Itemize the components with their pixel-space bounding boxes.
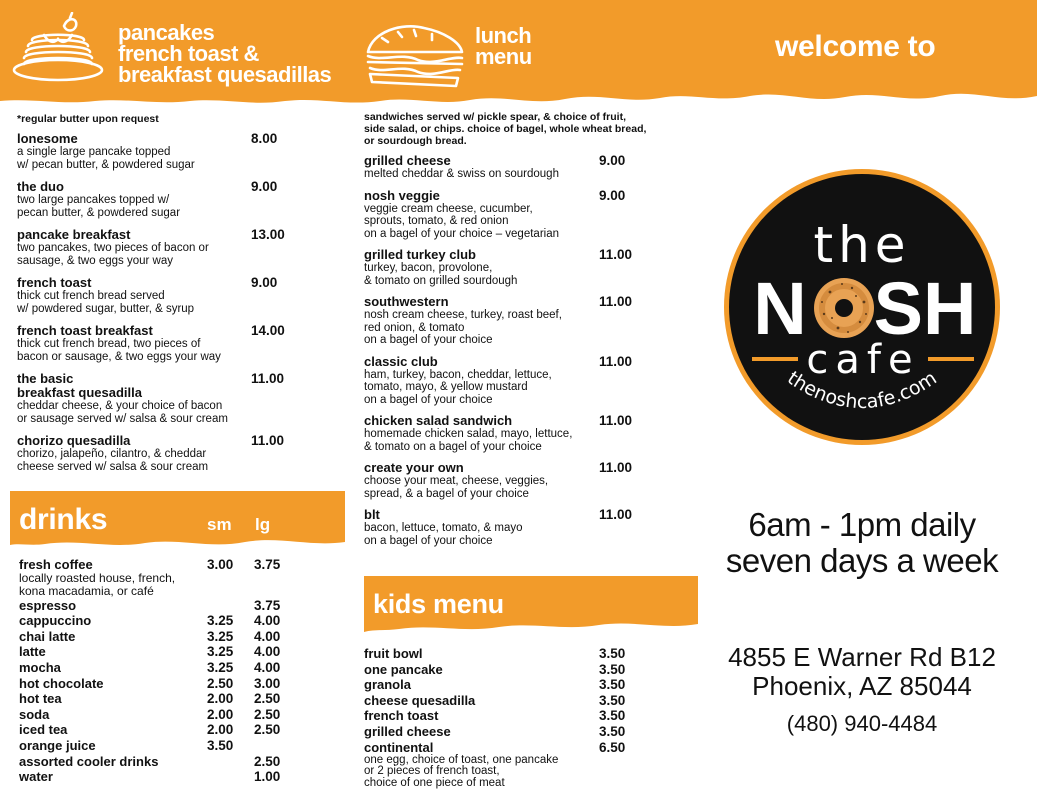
kids-item-price: 3.50 bbox=[599, 646, 626, 661]
drink-price-lg: 3.75 bbox=[254, 597, 281, 613]
drink-price-lg: 2.50 bbox=[254, 691, 281, 707]
item-description: bacon or sausage, & two eggs your way bbox=[17, 350, 221, 363]
lunch-note-line: side salad, or chips. choice of bagel, whole wheat bread, bbox=[364, 123, 647, 135]
hours-line1: 6am - 1pm daily bbox=[748, 506, 976, 543]
kids-item-name: cheese quesadilla bbox=[364, 692, 476, 708]
item-price: 13.00 bbox=[251, 227, 285, 242]
item-name: create your own bbox=[364, 460, 464, 475]
drink-price-lg: 3.75 bbox=[254, 557, 281, 572]
drink-price-lg: 1.00 bbox=[254, 769, 281, 785]
drink-price-sm: 3.25 bbox=[207, 644, 234, 660]
drink-price-sm: 3.25 bbox=[207, 613, 234, 629]
item-description: melted cheddar & swiss on sourdough bbox=[364, 168, 559, 180]
item-description: two large pancakes topped w/ bbox=[17, 194, 170, 206]
menu-item bbox=[17, 180, 317, 219]
item-description: thick cut french bread served bbox=[17, 290, 165, 302]
kids-item-name: fruit bowl bbox=[364, 646, 423, 661]
breakfast-items bbox=[17, 132, 317, 473]
drink-row bbox=[19, 738, 319, 754]
logo-url-text: thenoshcafe.com bbox=[783, 366, 941, 414]
item-name: the basic bbox=[17, 371, 74, 386]
menu-item bbox=[364, 154, 694, 181]
kids-item-name: grilled cheese bbox=[364, 723, 451, 739]
item-name: nosh veggie bbox=[364, 187, 440, 203]
menu-item bbox=[364, 189, 694, 241]
item-description: turkey, bacon, provolone, bbox=[364, 262, 493, 274]
breakfast-menu bbox=[17, 113, 317, 482]
item-description: cheddar cheese, & your choice of bacon bbox=[17, 400, 223, 412]
item-description: cheese served w/ salsa & sour cream bbox=[17, 460, 209, 473]
drink-price-sm: 3.50 bbox=[207, 737, 234, 753]
menu-item bbox=[17, 132, 317, 171]
drink-price-sm: 3.25 bbox=[207, 628, 234, 644]
item-description: & tomato on a bagel of your choice bbox=[364, 440, 542, 453]
drink-name: latte bbox=[19, 644, 46, 660]
item-price: 14.00 bbox=[251, 323, 285, 338]
item-price: 9.00 bbox=[251, 179, 278, 194]
menu-item bbox=[17, 372, 317, 425]
item-name: grilled cheese bbox=[364, 153, 451, 168]
item-description: two pancakes, two pieces of bacon or bbox=[17, 242, 209, 254]
drink-row bbox=[19, 754, 319, 770]
drink-price-lg: 4.00 bbox=[254, 628, 281, 644]
item-price: 8.00 bbox=[251, 131, 278, 146]
drink-price-sm: 2.50 bbox=[207, 675, 234, 691]
item-name: lonesome bbox=[17, 131, 78, 146]
kids-item-price: 3.50 bbox=[599, 723, 626, 739]
kids-item-description: or 2 pieces of french toast, bbox=[364, 765, 500, 778]
drink-price-lg: 2.50 bbox=[254, 706, 281, 722]
drink-name: orange juice bbox=[19, 737, 96, 753]
item-description: sausage, & two eggs your way bbox=[17, 254, 173, 267]
drinks-list bbox=[19, 557, 319, 785]
drink-row bbox=[19, 722, 319, 738]
item-price: 11.00 bbox=[599, 460, 633, 475]
kids-item-price: 3.50 bbox=[599, 677, 626, 693]
drink-price-sm: 3.25 bbox=[207, 659, 234, 675]
drink-price-lg: 3.00 bbox=[254, 675, 281, 691]
breakfast-heading-line1: pancakes bbox=[118, 20, 215, 45]
item-description: red onion, & tomato bbox=[364, 321, 465, 334]
drink-row bbox=[19, 613, 319, 629]
menu-item bbox=[17, 276, 317, 315]
pancake-stack-icon bbox=[10, 12, 105, 84]
drink-name: iced tea bbox=[19, 722, 68, 738]
kids-item-description: choice of one piece of meat bbox=[364, 776, 505, 789]
drink-price-sm: 2.00 bbox=[207, 722, 234, 738]
menu-item bbox=[17, 434, 317, 473]
drink-row bbox=[19, 557, 319, 598]
drink-row bbox=[19, 644, 319, 660]
lunch-menu bbox=[364, 111, 694, 555]
drink-row bbox=[19, 769, 319, 785]
drink-name: cappuccino bbox=[19, 613, 92, 629]
drink-price-sm: 2.00 bbox=[207, 691, 234, 707]
kids-item-price: 3.50 bbox=[599, 708, 626, 724]
lunch-heading bbox=[475, 25, 532, 67]
menu-item bbox=[17, 228, 317, 267]
item-name: chicken salad sandwich bbox=[364, 413, 513, 428]
kids-item-price: 3.50 bbox=[599, 692, 626, 708]
item-price: 9.00 bbox=[599, 187, 626, 203]
breakfast-heading bbox=[118, 22, 331, 85]
drink-name: water bbox=[19, 769, 53, 785]
lunch-heading-line2: menu bbox=[475, 44, 532, 69]
drink-row bbox=[19, 660, 319, 676]
menu-item bbox=[364, 461, 694, 500]
drinks-col-lg: lg bbox=[255, 515, 271, 534]
drink-description: kona macadamia, or café bbox=[19, 583, 154, 598]
drink-description: locally roasted house, french, bbox=[19, 571, 176, 585]
kids-item-price: 3.50 bbox=[599, 661, 626, 677]
drink-row bbox=[19, 691, 319, 707]
item-price: 11.00 bbox=[251, 433, 285, 448]
item-price: 11.00 bbox=[599, 413, 633, 428]
item-description: sprouts, tomato, & red onion bbox=[364, 215, 509, 227]
welcome-heading: welcome to bbox=[775, 30, 936, 63]
item-description: pecan butter, & powdered sugar bbox=[17, 206, 181, 219]
item-description: or sausage served w/ salsa & sour cream bbox=[17, 412, 228, 425]
lunch-note-line: sandwiches served w/ pickle spear, & choice of fruit, bbox=[364, 111, 627, 123]
kids-title: kids menu bbox=[373, 589, 504, 619]
kids-item-description: one egg, choice of toast, one pancake bbox=[364, 753, 559, 766]
drink-name: assorted cooler drinks bbox=[19, 753, 159, 769]
item-description: w/ pecan butter, & powdered sugar bbox=[17, 158, 195, 171]
menu-item bbox=[364, 295, 694, 347]
item-name: pancake breakfast bbox=[17, 227, 131, 242]
drink-name: chai latte bbox=[19, 628, 76, 644]
item-price: 11.00 bbox=[599, 353, 633, 369]
kids-item-name: continental bbox=[364, 739, 434, 755]
item-price: 9.00 bbox=[599, 153, 626, 168]
item-name: french toast bbox=[17, 275, 92, 290]
drink-row bbox=[19, 598, 319, 614]
item-price: 11.00 bbox=[599, 507, 633, 522]
drink-row bbox=[19, 707, 319, 723]
item-description: tomato, mayo, & yellow mustard bbox=[364, 381, 528, 393]
item-name: southwestern bbox=[364, 294, 449, 309]
kids-list bbox=[364, 646, 694, 789]
item-description: veggie cream cheese, cucumber, bbox=[364, 202, 533, 215]
nosh-cafe-logo bbox=[720, 166, 1004, 450]
item-description: on a bagel of your choice bbox=[364, 534, 493, 547]
logo-the: the bbox=[813, 216, 911, 274]
drink-name: fresh coffee bbox=[19, 557, 93, 572]
drink-price-lg: 4.00 bbox=[254, 644, 281, 660]
logo-cafe: cafe bbox=[806, 337, 920, 383]
item-description: on a bagel of your choice – vegetarian bbox=[364, 227, 559, 240]
breakfast-heading-line3: breakfast quesadillas bbox=[118, 62, 332, 87]
address-line1: 4855 E Warner Rd B12 bbox=[728, 642, 996, 672]
item-description: spread, & a bagel of your choice bbox=[364, 487, 529, 500]
lunch-note bbox=[364, 111, 694, 147]
kids-item-price: 6.50 bbox=[599, 739, 626, 755]
menu-item bbox=[364, 414, 694, 453]
drink-price-lg: 2.50 bbox=[254, 753, 281, 769]
kids-item bbox=[364, 724, 694, 740]
item-description: a single large pancake topped bbox=[17, 146, 171, 158]
drinks-title: drinks bbox=[19, 503, 108, 536]
drink-price-sm: 3.00 bbox=[207, 557, 234, 572]
drink-row bbox=[19, 676, 319, 692]
sandwich-icon bbox=[362, 18, 467, 90]
menu-item bbox=[364, 355, 694, 407]
drink-name: espresso bbox=[19, 597, 77, 613]
item-description: chorizo, jalapeño, cilantro, & cheddar bbox=[17, 448, 207, 460]
kids-item-name: french toast bbox=[364, 708, 439, 724]
kids-item-name: granola bbox=[364, 677, 411, 693]
kids-item-name: one pancake bbox=[364, 661, 443, 677]
item-description: choose your meat, cheese, veggies, bbox=[364, 475, 549, 487]
kids-item bbox=[364, 708, 694, 724]
item-name: classic club bbox=[364, 353, 438, 369]
drink-row bbox=[19, 629, 319, 645]
item-description: on a bagel of your choice bbox=[364, 334, 493, 346]
kids-item bbox=[364, 740, 694, 790]
drink-name: soda bbox=[19, 706, 50, 722]
item-description: bacon, lettuce, tomato, & mayo bbox=[364, 522, 523, 534]
lunch-heading-line1: lunch bbox=[475, 23, 532, 48]
address-line2: Phoenix, AZ 85044 bbox=[752, 671, 972, 701]
drinks-banner bbox=[10, 491, 345, 555]
item-description: on a bagel of your choice bbox=[364, 393, 493, 406]
lunch-note-line: or sourdough bread. bbox=[364, 135, 467, 147]
menu-item bbox=[364, 248, 694, 287]
kids-item bbox=[364, 677, 694, 693]
kids-item bbox=[364, 693, 694, 709]
item-name-line2: breakfast quesadilla bbox=[17, 385, 142, 400]
logo-nosh-n: N bbox=[753, 267, 807, 350]
item-price: 11.00 bbox=[599, 294, 633, 309]
item-name: the duo bbox=[17, 179, 64, 194]
item-description: homemade chicken salad, mayo, lettuce, bbox=[364, 428, 573, 440]
item-name: blt bbox=[364, 507, 380, 522]
drink-price-lg: 2.50 bbox=[254, 722, 281, 738]
item-name: grilled turkey club bbox=[364, 247, 476, 262]
kids-item bbox=[364, 662, 694, 678]
item-description: nosh cream cheese, turkey, roast beef, bbox=[364, 309, 562, 321]
item-name: chorizo quesadilla bbox=[17, 433, 131, 448]
breakfast-heading-line2: french toast & bbox=[118, 41, 259, 66]
bagel-icon bbox=[814, 278, 874, 338]
drink-name: mocha bbox=[19, 659, 61, 675]
lunch-items bbox=[364, 154, 694, 547]
drink-price-sm: 2.00 bbox=[207, 706, 234, 722]
item-description: w/ powdered sugar, butter, & syrup bbox=[17, 302, 195, 315]
drink-price-lg: 4.00 bbox=[254, 659, 281, 675]
item-description: thick cut french bread, two pieces of bbox=[17, 338, 201, 350]
kids-item bbox=[364, 646, 694, 662]
phone-number: (480) 940-4484 bbox=[786, 711, 938, 736]
hours-line2: seven days a week bbox=[725, 542, 999, 579]
menu-item bbox=[364, 508, 694, 547]
item-price: 9.00 bbox=[251, 275, 278, 290]
drink-name: hot chocolate bbox=[19, 675, 104, 691]
menu-item bbox=[17, 324, 317, 363]
logo-nosh-sh: SH bbox=[873, 267, 977, 350]
item-price: 11.00 bbox=[251, 371, 285, 386]
kids-banner bbox=[364, 576, 698, 640]
drink-price-lg: 4.00 bbox=[254, 613, 281, 629]
drink-name: hot tea bbox=[19, 691, 62, 707]
drinks-col-sm: sm bbox=[207, 515, 232, 534]
item-price: 11.00 bbox=[599, 247, 633, 262]
item-description: ham, turkey, bacon, cheddar, lettuce, bbox=[364, 368, 552, 381]
butter-note: *regular butter upon request bbox=[17, 113, 159, 125]
item-description: & tomato on grilled sourdough bbox=[364, 274, 518, 287]
item-name: french toast breakfast bbox=[17, 323, 153, 338]
